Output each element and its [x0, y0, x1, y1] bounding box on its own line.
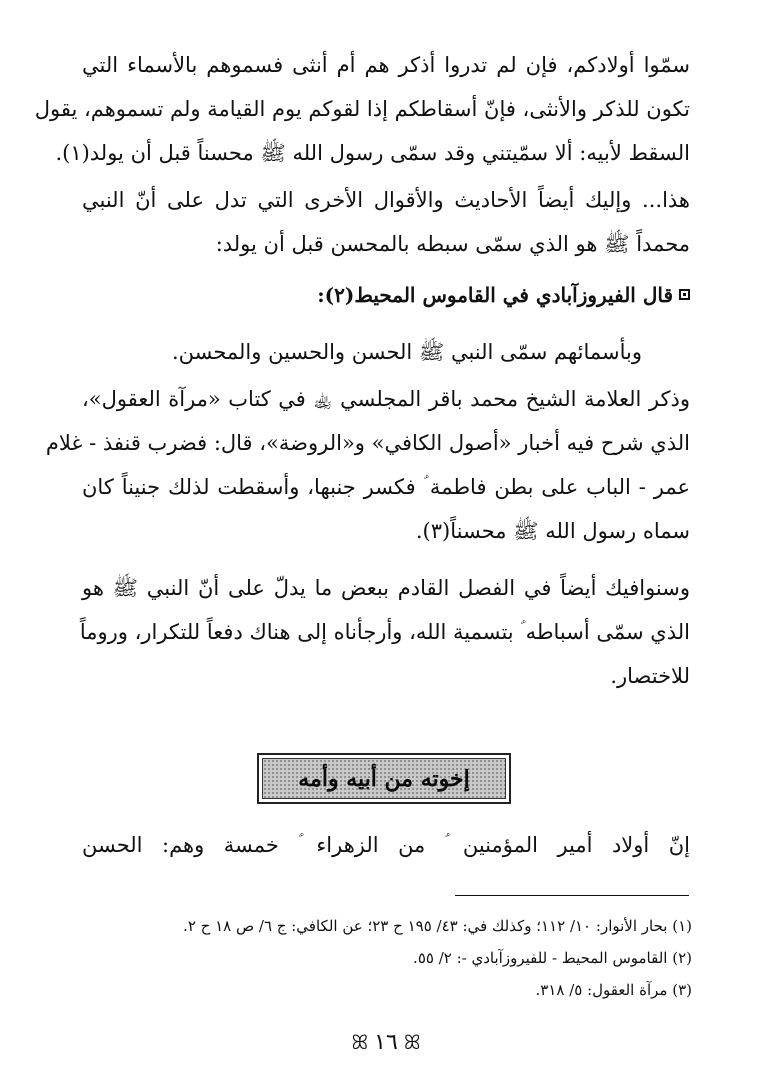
body-line: وبأسمائهم سمّى النبي ﷺ الحسن والحسين والمحسن. [171, 340, 642, 364]
footnote: (٣) مرآة العقول: ٥/ ٣١٨. [535, 981, 692, 999]
body-line: عمر - الباب على بطن فاطمة ؑ فكسر جنبها، وأسقطت لذلك جنيناً كان [82, 475, 690, 499]
body-line: للاختصار. [610, 664, 690, 688]
subheading-qamus [82, 280, 690, 310]
body-line: إنّ أولاد أمير المؤمنين ؑ من الزهراء ؑ خمسة وهم: الحسن [82, 833, 690, 857]
body-line: هذا... وإليك أيضاً الأحاديث والأقوال الأخرى التي تدل على أنّ النبي [82, 188, 690, 212]
ornament-right-icon: ꕤ [351, 1030, 369, 1054]
footnote-separator [455, 895, 689, 896]
body-line: تكون للذكر والأنثى، فإنّ أسقاطكم إذا لقوكم يوم القيامة ولم تسموهم، يقول [34, 97, 690, 121]
body-line: وسنوافيك أيضاً في الفصل القادم ببعض ما يدلّ على أنّ النبي ﷺ هو [82, 576, 690, 600]
section-title: إخوته من أبيه وأمه [262, 758, 506, 799]
body-line: السقط لأبيه: ألا سمّيتني وقد سمّى رسول الله ﷺ محسناً قبل أن يولد(١). [55, 141, 690, 165]
page-number: ١٦ [374, 1030, 398, 1055]
footnote: (١) بحار الأنوار: ١٠/ ١١٢؛ وكذلك في: ٤٣/ ١٩٥ ح ٢٣؛ عن الكافي: ج ٦/ ص ١٨ ح ٢. [183, 917, 692, 935]
body-line: الذي شرح فيه أخبار «أصول الكافي» و«الروضة»، قال: فضرب قنفذ - غلام [45, 431, 690, 455]
body-line: سمّوا أولادكم، فإن لم تدروا أذكر هم أم أنثى فسموهم بالأسماء التي [82, 53, 690, 77]
subheading-text: قال الفيروزآبادي في القاموس المحيط(٢): [317, 283, 673, 307]
page-number-footer [0, 1030, 772, 1055]
section-title-box [257, 753, 511, 804]
body-line: محمداً ﷺ هو الذي سمّى سبطه بالمحسن قبل أن يولد: [215, 232, 690, 256]
footnote: (٢) القاموس المحيط - للفيروزآبادي -: ٢/ ٥٥. [413, 949, 692, 967]
square-bullet-icon [679, 289, 690, 300]
body-line: الذي سمّى أسباطه ؑ بتسمية الله، وأرجأناه إلى هناك دفعاً للتكرار، وروماً [79, 620, 690, 644]
body-line: سماه رسول الله ﷺ محسناً(٣). [415, 519, 690, 543]
ornament-left-icon: ꕤ [403, 1030, 421, 1054]
body-line: وذكر العلامة الشيخ محمد باقر المجلسي ﵀ في كتاب «مرآة العقول»، [82, 387, 690, 411]
